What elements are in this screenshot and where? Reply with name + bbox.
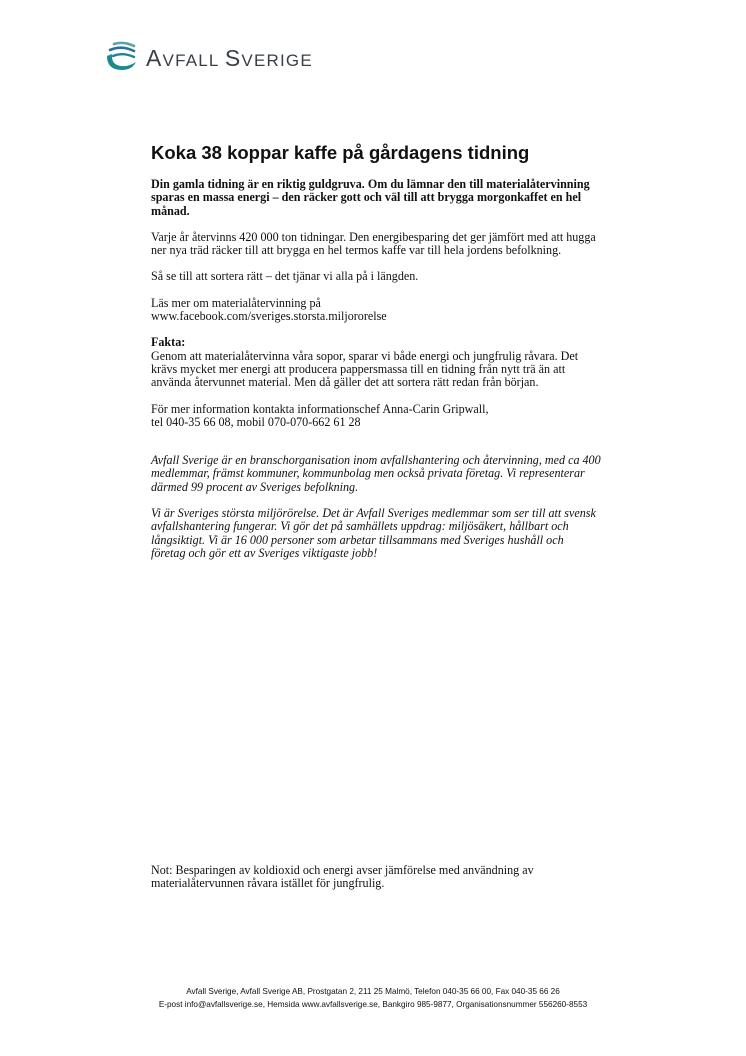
contact-block (151, 403, 601, 430)
fakta-block (151, 336, 601, 389)
paragraph-sort: Så se till att sortera rätt – det tjänar vi alla på i längden. (151, 269, 419, 284)
article (151, 142, 601, 560)
footer-address: Avfall Sverige, Avfall Sverige AB, Prostgatan 2, 211 25 Malmö, Telefon 040-35 66 00, Fax 040-35 66 26 (186, 987, 560, 996)
footnote: Not: Besparingen av koldioxid och energi avser jämförelse med användning av materialåtervunnen råvara istället för jungfrulig. (151, 863, 534, 891)
contact-line-1: För mer information kontakta informationschef Anna-Carin Gripwall, (151, 401, 489, 416)
article-title: Koka 38 koppar kaffe på gårdagens tidning (151, 142, 530, 163)
about-organisation: Avfall Sverige är en branschorganisation inom avfallshantering och återvinning, med ca 400 medlemmar, främst kommuner, kommunbolag men också privata företag. Vi representerar därmed 99 procent av Sveriges befolkning. (151, 453, 601, 494)
article-lead: Din gamla tidning är en riktig guldgruva. Om du lämnar den till materialåtervinning sparas en massa energi – den räcker gott och väl till att brygga morgonkaffet en hel månad. (151, 177, 590, 218)
wave-logo-icon (104, 40, 138, 74)
logo-wordmark: AVFALL SVERIGE (146, 44, 313, 71)
facebook-link[interactable]: www.facebook.com/sveriges.storsta.miljororelse (151, 309, 387, 324)
paragraph-energy: Varje år återvinns 420 000 ton tidningar. Den energibesparing det ger jämfört med att hugga ner nya träd räcker till att brygga en hel termos kaffe var till hela jordens befolkning. (151, 229, 596, 258)
avfall-sverige-logo (104, 40, 313, 74)
about-movement: Vi är Sveriges största miljörörelse. Det är Avfall Sveriges medlemmar som ser till att svensk avfallshantering fungerar. Vi gör det på samhällets uppdrag: miljösäkert, hållbart och långsiktigt. Vi är 16 000 personer som arbetar tillsammans med Sveriges hushåll och företag och gör ett av Sveriges viktigaste jobb! (151, 506, 596, 560)
contact-line-2: tel 040-35 66 08, mobil 070-070-662 61 28 (151, 414, 361, 429)
page-footer (0, 985, 746, 1011)
read-more-block (151, 297, 601, 324)
fakta-heading: Fakta: (151, 335, 186, 350)
footer-contact: E-post info@avfallsverige.se, Hemsida www.avfallsverige.se, Bankgiro 985-9877, Organisationsnummer 556260-8553 (158, 1000, 588, 1009)
read-more-text: Läs mer om materialåtervinning på (151, 295, 321, 310)
fakta-text: Genom att materialåtervinna våra sopor, sparar vi både energi och jungfrulig råvara. Det krävs mycket mer energi att producera pappersmassa till en tidning från nytt trä än att använda återvunnet material. Men då gäller det att sortera rätt redan från början. (151, 348, 579, 390)
